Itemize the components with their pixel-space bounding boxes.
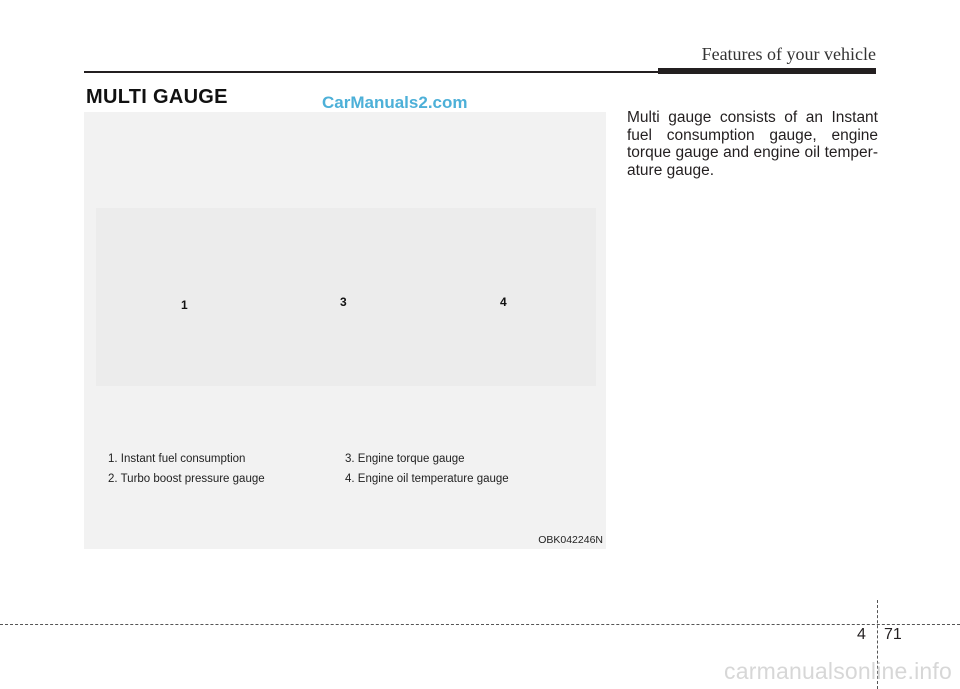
legend-item-4: 4. Engine oil temperature gauge [345,473,509,485]
watermark-footer: carmanualsonline.info [724,658,952,684]
marker-1: 1 [181,298,188,312]
legend-item-2: 2. Turbo boost pressure gauge [108,473,265,485]
section-title: MULTI GAUGE [86,86,228,108]
figure-multi-gauge [84,112,606,549]
chapter-number: 4 [857,626,866,643]
page-header-title: Features of your vehicle [701,44,876,64]
watermark-link[interactable]: CarManuals2.com [322,93,468,112]
body-paragraph: Multi gauge consists of an Instant fuel consumption gauge, engine torque gauge and engine oil temper-ature gauge. [627,109,878,179]
legend-item-3: 3. Engine torque gauge [345,453,465,465]
figure-code: OBK042246N [538,534,603,546]
header-rule [84,71,658,73]
marker-4: 4 [500,295,507,309]
marker-3: 3 [340,295,347,309]
legend-item-1: 1. Instant fuel consumption [108,453,246,465]
page-number: 71 [884,626,902,643]
footer-rule [0,624,960,625]
header-rule-accent [658,68,876,74]
